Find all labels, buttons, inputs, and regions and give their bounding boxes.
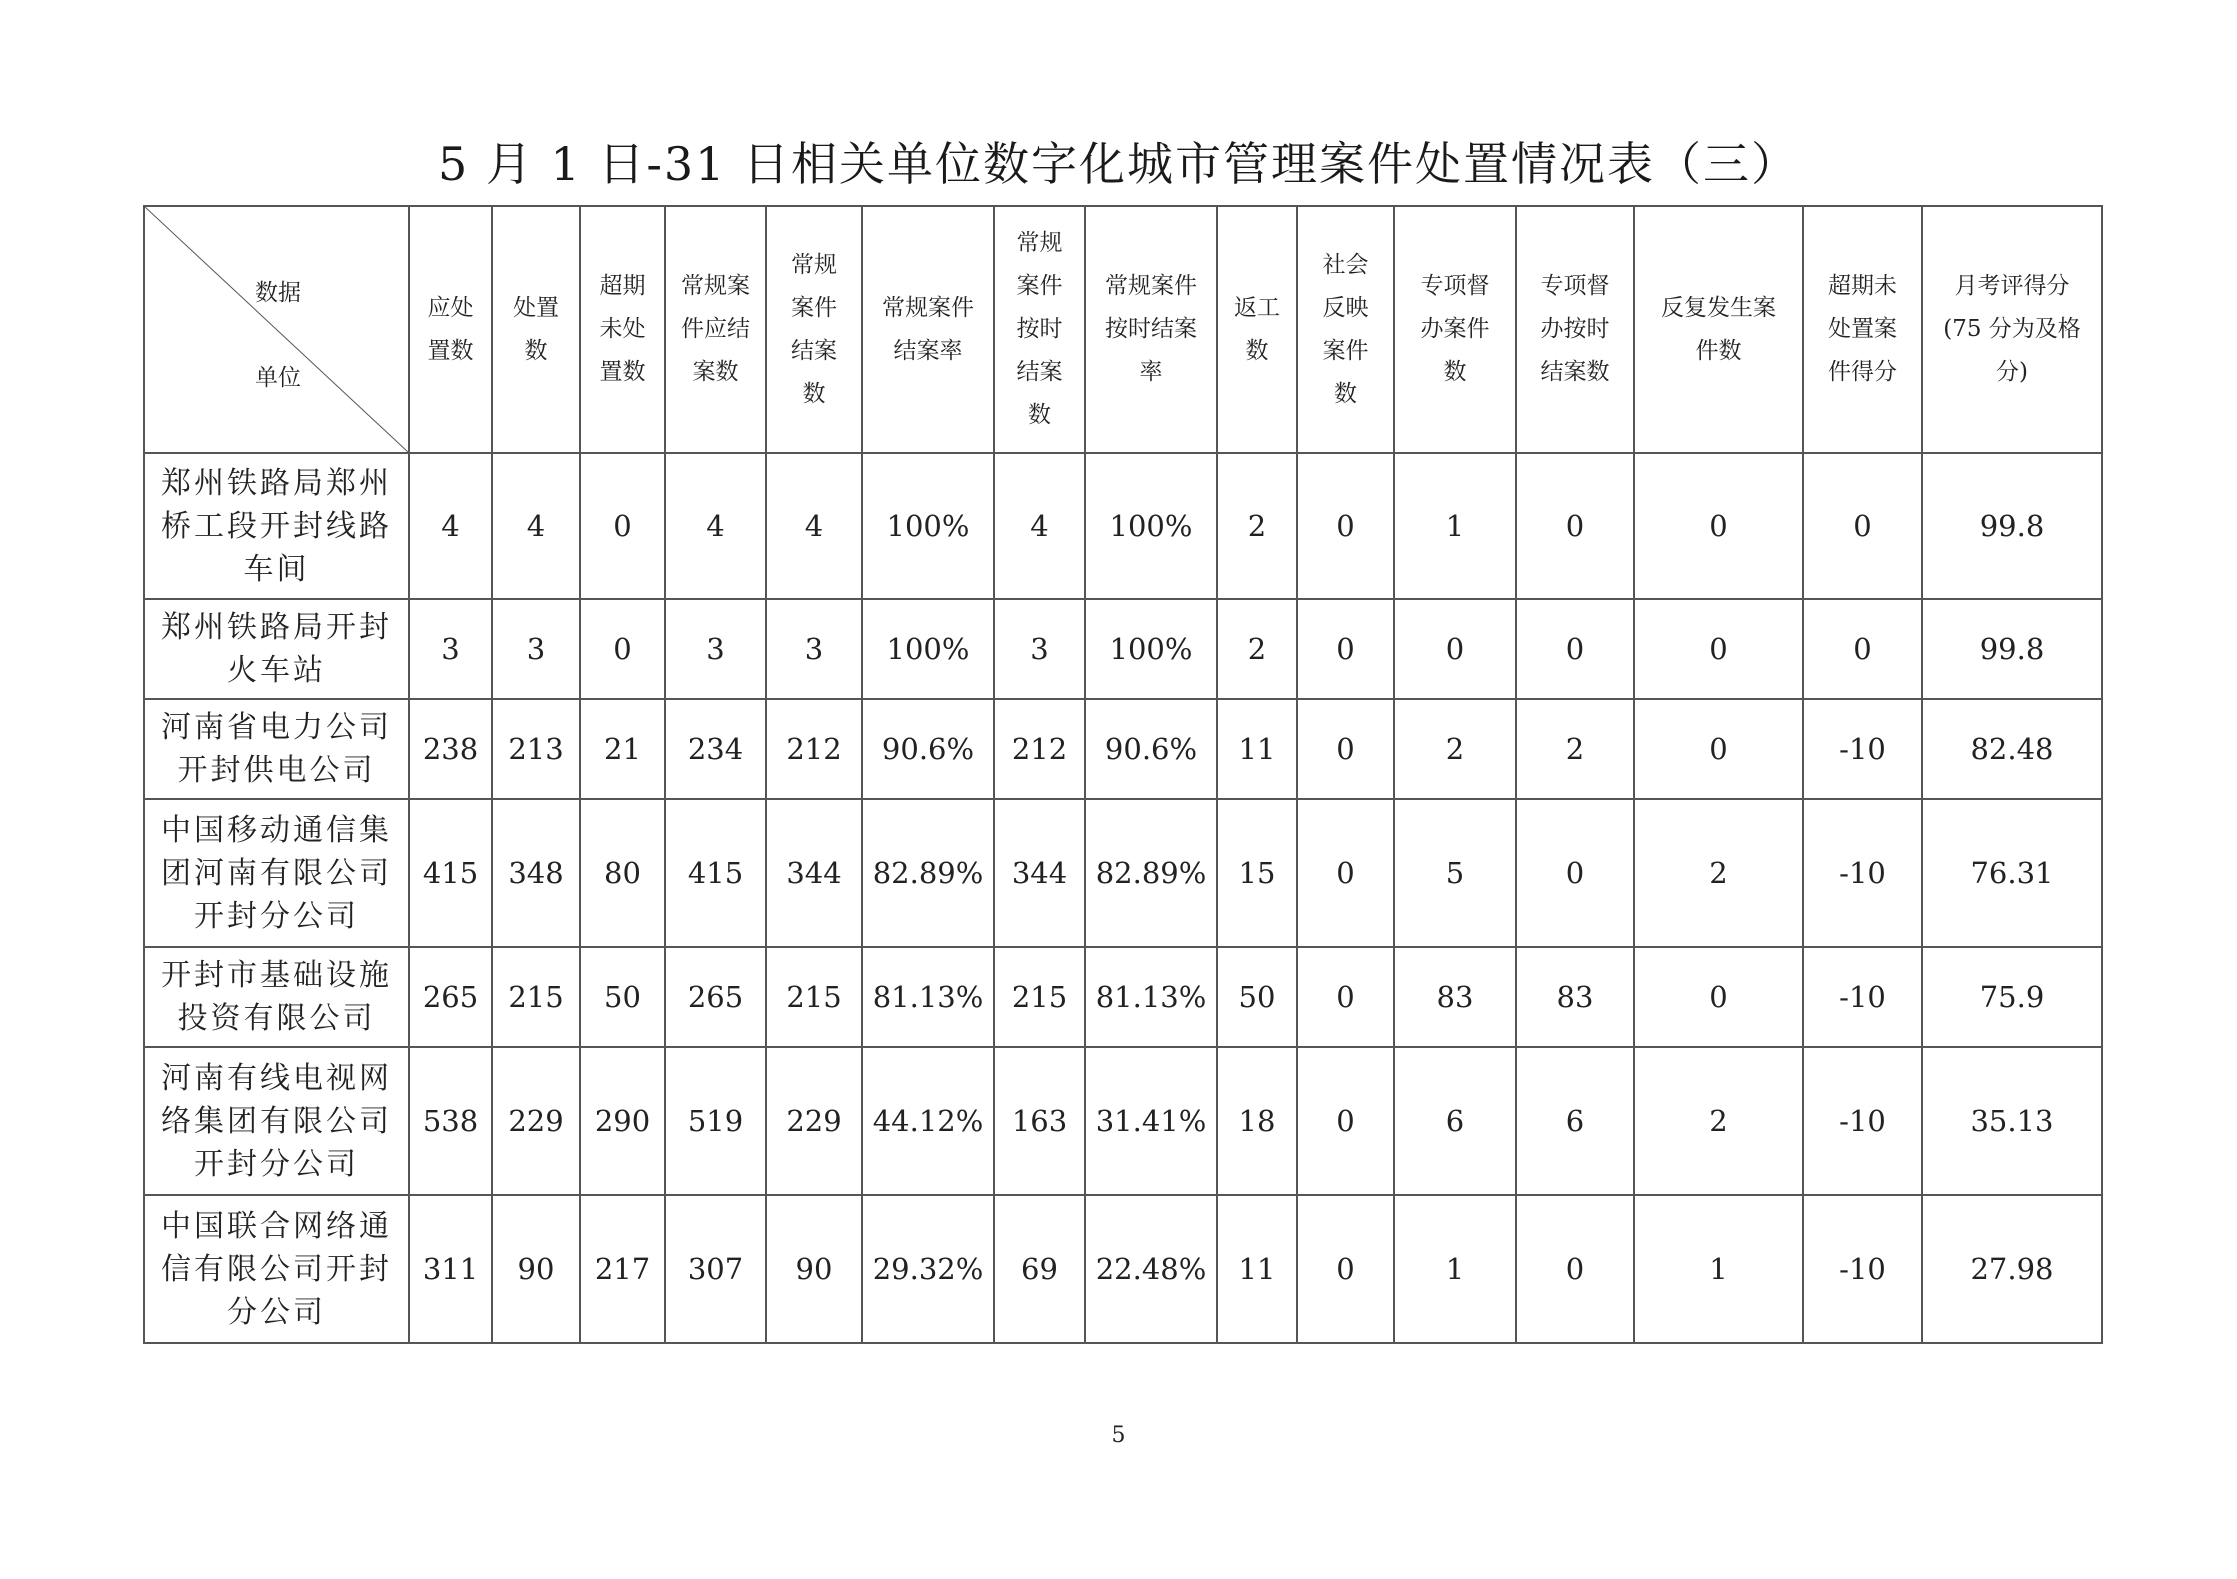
column-header	[1394, 206, 1516, 453]
page-number: 5	[1111, 1423, 1126, 1448]
column-header	[1922, 206, 2102, 453]
data-cell: 4	[492, 453, 580, 599]
column-header-line: 社会	[1322, 251, 1369, 278]
data-cell: 2	[1394, 699, 1516, 799]
column-header	[580, 206, 665, 453]
data-cell: 0	[1516, 1195, 1634, 1343]
column-header-line: 结案率	[893, 337, 963, 364]
data-cell: 215	[492, 947, 580, 1047]
diagonal-header-data-label: 数据	[255, 280, 301, 306]
data-cell: 265	[409, 947, 492, 1047]
column-header-line: 件得分	[1828, 359, 1897, 385]
data-cell: 234	[665, 699, 766, 799]
table-body	[144, 453, 2102, 1343]
data-cell: 265	[665, 947, 766, 1047]
table-row	[144, 699, 2102, 799]
data-cell: 35.13	[1922, 1047, 2102, 1195]
unit-name-line: 桥工段开封线路	[161, 508, 392, 544]
data-cell: 2	[1634, 1047, 1803, 1195]
unit-name-line: 信有限公司开封	[161, 1251, 392, 1287]
data-cell: 0	[1297, 799, 1394, 947]
data-cell: 2	[1217, 453, 1297, 599]
column-header-line: 处置	[513, 294, 559, 321]
table-row	[144, 1195, 2102, 1343]
column-header-line: 常规案件	[882, 294, 974, 321]
data-cell: 6	[1394, 1047, 1516, 1195]
column-header	[1634, 206, 1803, 453]
data-cell: 18	[1217, 1047, 1297, 1195]
header-row	[144, 206, 2102, 453]
diagonal-header-cell	[144, 206, 409, 453]
data-cell: 0	[1297, 453, 1394, 599]
unit-name-line: 开封供电公司	[177, 753, 376, 788]
data-cell: 0	[1803, 453, 1922, 599]
data-cell: 0	[1634, 453, 1803, 599]
data-cell: 213	[492, 699, 580, 799]
data-cell: 80	[580, 799, 665, 947]
column-header-line: 数	[1245, 337, 1269, 364]
data-cell: 69	[994, 1195, 1085, 1343]
data-cell: 50	[1217, 947, 1297, 1047]
data-cell: 82.48	[1922, 699, 2102, 799]
data-cell: 90.6%	[862, 699, 994, 799]
data-cell: 0	[1297, 947, 1394, 1047]
data-cell: 538	[409, 1047, 492, 1195]
data-cell: 82.89%	[1085, 799, 1217, 947]
column-header-line: 置数	[599, 359, 646, 385]
data-cell: 311	[409, 1195, 492, 1343]
data-cell: 0	[1394, 599, 1516, 699]
column-header-line: 反映	[1322, 294, 1369, 321]
column-header	[492, 206, 580, 453]
column-header	[994, 206, 1085, 453]
data-cell: 0	[1297, 599, 1394, 699]
data-cell: 3	[766, 599, 862, 699]
data-cell: 307	[665, 1195, 766, 1343]
data-cell: 215	[766, 947, 862, 1047]
data-table	[143, 205, 2103, 1344]
data-cell: 27.98	[1922, 1195, 2102, 1343]
data-cell: -10	[1803, 1195, 1922, 1343]
data-cell: 81.13%	[862, 947, 994, 1047]
data-cell: 11	[1217, 699, 1297, 799]
data-cell: 290	[580, 1047, 665, 1195]
column-header-line: 常规	[791, 251, 837, 278]
diagonal-header-unit-label: 单位	[255, 365, 301, 391]
data-cell: 100%	[862, 453, 994, 599]
data-cell: 212	[766, 699, 862, 799]
unit-name-line: 中国移动通信集	[161, 812, 392, 848]
data-cell: 100%	[862, 599, 994, 699]
column-header	[665, 206, 766, 453]
column-header-line: 置数	[427, 337, 474, 364]
column-header-line: 率	[1139, 359, 1163, 385]
unit-name-cell	[144, 1195, 409, 1343]
data-cell: 76.31	[1922, 799, 2102, 947]
unit-name-line: 火车站	[227, 653, 326, 688]
data-cell: 0	[1634, 947, 1803, 1047]
data-cell: 3	[492, 599, 580, 699]
column-header-line: 办按时	[1540, 316, 1610, 342]
data-cell: 82.89%	[862, 799, 994, 947]
unit-name-line: 开封分公司	[194, 898, 359, 934]
data-cell: 0	[1516, 453, 1634, 599]
column-header	[1217, 206, 1297, 453]
table-row	[144, 453, 2102, 599]
data-cell: 90	[766, 1195, 862, 1343]
column-header-line: 结案	[1016, 359, 1063, 385]
data-cell: -10	[1803, 1047, 1922, 1195]
data-cell: 348	[492, 799, 580, 947]
column-header	[766, 206, 862, 453]
data-cell: 29.32%	[862, 1195, 994, 1343]
data-cell: 519	[665, 1047, 766, 1195]
data-cell: 2	[1516, 699, 1634, 799]
column-header-line: 月考评得分	[1954, 273, 2070, 299]
data-cell: 3	[994, 599, 1085, 699]
table-row	[144, 1047, 2102, 1195]
unit-name-line: 络集团有限公司	[161, 1103, 392, 1139]
column-header-line: 应处	[427, 294, 474, 321]
data-cell: 2	[1634, 799, 1803, 947]
data-cell: -10	[1803, 699, 1922, 799]
data-cell: 0	[1634, 699, 1803, 799]
data-cell: 229	[492, 1047, 580, 1195]
data-cell: 15	[1217, 799, 1297, 947]
data-cell: -10	[1803, 947, 1922, 1047]
data-cell: 0	[1297, 1047, 1394, 1195]
data-cell: 212	[994, 699, 1085, 799]
column-header-line: 常规案	[681, 273, 750, 299]
column-header-line: 按时	[1016, 316, 1063, 342]
table-row	[144, 799, 2102, 947]
data-cell: 5	[1394, 799, 1516, 947]
data-cell: 215	[994, 947, 1085, 1047]
unit-name-line: 分公司	[227, 1294, 326, 1330]
data-cell: 344	[766, 799, 862, 947]
data-cell: 415	[409, 799, 492, 947]
data-cell: 100%	[1085, 599, 1217, 699]
column-header	[1297, 206, 1394, 453]
data-cell: 4	[994, 453, 1085, 599]
data-cell: 50	[580, 947, 665, 1047]
data-cell: 83	[1516, 947, 1634, 1047]
unit-name-line: 中国联合网络通	[161, 1208, 392, 1244]
data-cell: 163	[994, 1047, 1085, 1195]
unit-name-cell	[144, 1047, 409, 1195]
data-cell: 21	[580, 699, 665, 799]
data-cell: 75.9	[1922, 947, 2102, 1047]
column-header-line: 返工	[1234, 294, 1280, 321]
column-header-line: 结案数	[1540, 359, 1610, 385]
column-header-line: 超期	[599, 273, 646, 299]
data-cell: 0	[1516, 599, 1634, 699]
data-cell: 100%	[1085, 453, 1217, 599]
data-cell: 0	[580, 453, 665, 599]
column-header-line: 案件	[791, 294, 837, 321]
data-cell: 2	[1217, 599, 1297, 699]
data-cell: 99.8	[1922, 453, 2102, 599]
data-cell: 4	[665, 453, 766, 599]
data-cell: 6	[1516, 1047, 1634, 1195]
column-header-line: 超期未	[1828, 273, 1897, 299]
column-header-line: 数	[1028, 402, 1051, 428]
data-cell: 81.13%	[1085, 947, 1217, 1047]
unit-name-line: 团河南有限公司	[161, 855, 392, 891]
diagonal-line	[145, 207, 408, 452]
column-header-line: 分)	[1996, 359, 2028, 385]
data-cell: 90	[492, 1195, 580, 1343]
data-cell: 0	[580, 599, 665, 699]
unit-name-line: 郑州铁路局开封	[161, 610, 392, 645]
column-header-line: 未处	[599, 316, 646, 342]
data-cell: 22.48%	[1085, 1195, 1217, 1343]
unit-name-line: 河南有线电视网	[161, 1060, 392, 1096]
unit-name-cell	[144, 699, 409, 799]
unit-name-line: 开封分公司	[194, 1146, 359, 1182]
column-header-line: 按时结案	[1105, 316, 1197, 342]
column-header	[409, 206, 492, 453]
data-cell: 99.8	[1922, 599, 2102, 699]
data-cell: 1	[1634, 1195, 1803, 1343]
unit-name-cell	[144, 453, 409, 599]
data-cell: 217	[580, 1195, 665, 1343]
column-header-line: 结案	[791, 337, 837, 364]
data-cell: 0	[1634, 599, 1803, 699]
column-header-line: 办案件	[1420, 316, 1490, 342]
unit-name-line: 车间	[243, 551, 310, 587]
table-row	[144, 599, 2102, 699]
data-cell: 3	[409, 599, 492, 699]
data-cell: 4	[766, 453, 862, 599]
data-cell: 31.41%	[1085, 1047, 1217, 1195]
data-cell: 44.12%	[862, 1047, 994, 1195]
data-cell: 0	[1803, 599, 1922, 699]
column-header	[1803, 206, 1922, 453]
column-header	[1516, 206, 1634, 453]
data-cell: 3	[665, 599, 766, 699]
column-header-line: 数	[802, 380, 826, 407]
data-cell: 90.6%	[1085, 699, 1217, 799]
column-header-line: (75 分为及格	[1943, 316, 2081, 342]
column-header-line: 数	[1443, 359, 1467, 385]
data-cell: 238	[409, 699, 492, 799]
data-cell: 83	[1394, 947, 1516, 1047]
data-cell: 4	[409, 453, 492, 599]
column-header-line: 常规案件	[1105, 273, 1197, 299]
column-header-line: 常规	[1016, 230, 1063, 256]
data-cell: 1	[1394, 453, 1516, 599]
unit-name-line: 投资有限公司	[177, 1001, 376, 1036]
column-header-line: 案件	[1016, 273, 1063, 299]
unit-name-cell	[144, 799, 409, 947]
data-cell: 415	[665, 799, 766, 947]
data-cell: 229	[766, 1047, 862, 1195]
unit-name-cell	[144, 947, 409, 1047]
data-cell: 0	[1297, 699, 1394, 799]
column-header	[862, 206, 994, 453]
data-cell: -10	[1803, 799, 1922, 947]
column-header-line: 反复发生案	[1661, 294, 1776, 321]
column-header-line: 件应结	[681, 316, 750, 342]
data-cell: 344	[994, 799, 1085, 947]
column-header-line: 案件	[1322, 337, 1369, 364]
unit-name-line: 开封市基础设施	[161, 958, 392, 993]
unit-name-line: 郑州铁路局郑州	[161, 465, 392, 501]
column-header-line: 专项督	[1540, 273, 1610, 299]
column-header	[1085, 206, 1217, 453]
column-header-line: 专项督	[1420, 273, 1490, 299]
data-cell: 0	[1516, 799, 1634, 947]
table-row	[144, 947, 2102, 1047]
column-header-line: 案数	[692, 359, 739, 385]
column-header-line: 处置案	[1828, 316, 1897, 342]
column-header-line: 数	[1334, 380, 1357, 407]
unit-name-line: 河南省电力公司	[161, 710, 392, 745]
data-cell: 11	[1217, 1195, 1297, 1343]
column-header-line: 件数	[1695, 337, 1742, 364]
column-header-line: 数	[524, 337, 548, 364]
page-title: 5 月 1 日-31 日相关单位数字化城市管理案件处置情况表（三）	[437, 137, 1800, 191]
data-cell: 0	[1297, 1195, 1394, 1343]
unit-name-cell	[144, 599, 409, 699]
data-cell: 1	[1394, 1195, 1516, 1343]
